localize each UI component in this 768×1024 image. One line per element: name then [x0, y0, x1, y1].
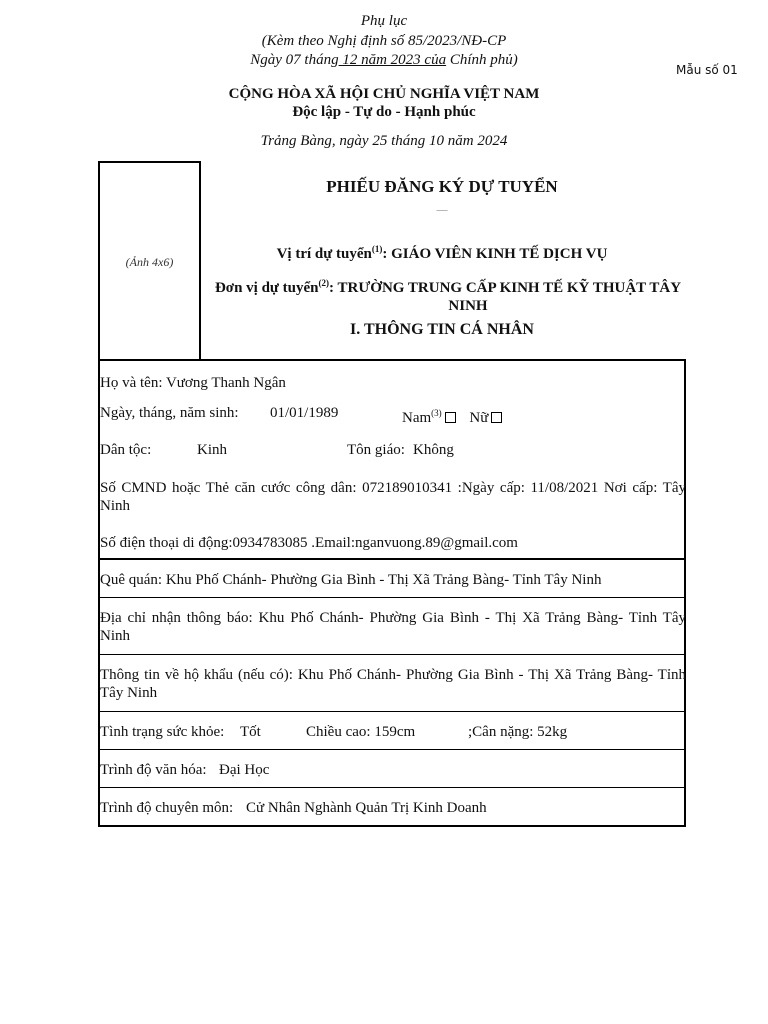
address-line-1: Địa chỉ nhận thông báo: Khu Phố Chánh- Phường Gia Bình - Thị Xã Trảng Bàng- Tỉnh Tây — [100, 610, 686, 626]
photo-placeholder — [98, 161, 201, 361]
gender-row — [402, 404, 503, 427]
address-block — [100, 598, 684, 655]
decree-date-b: 12 năm 2023 của — [338, 52, 447, 68]
unit-value-1: : TRƯỜNG TRUNG CẤP KINH TẾ KỸ THUẬT TÂY — [329, 280, 682, 296]
basic-info-block — [100, 361, 684, 560]
professional-value: Cử Nhân Nghành Quản Trị Kinh Doanh — [246, 800, 487, 816]
position-sup: (1) — [371, 244, 383, 254]
decree-date-line — [0, 52, 768, 69]
weight-value: ;Cân nặng: 52kg — [468, 724, 568, 740]
hometown-block — [100, 560, 684, 598]
health-label: Tình trạng sức khỏe: — [100, 724, 225, 740]
education-value: Đại Học — [219, 762, 270, 778]
household-line-1: Thông tin về hộ khẩu (nếu có): Khu Phố Chánh- Phường Gia Bình - Thị Xã Trảng Bàng- Tỉnh — [100, 667, 686, 683]
section-title: I. THÔNG TIN CÁ NHÂN — [350, 321, 534, 338]
ethnic-value: Kinh — [197, 442, 227, 458]
female-checkbox[interactable] — [491, 412, 502, 423]
position-line — [198, 244, 686, 263]
health-value: Tốt — [240, 724, 261, 740]
hometown: Quê quán: Khu Phố Chánh- Phường Gia Bình - Thị Xã Trảng Bàng- Tỉnh Tây Ninh — [100, 572, 602, 588]
contact-line: Số điện thoại di động:0934783085 .Email:nganvuong.89@gmail.com — [100, 535, 518, 551]
dob-label: Ngày, tháng, năm sinh: — [100, 405, 239, 421]
decree-date-c: Chính phủ) — [446, 52, 518, 68]
place-date: Trảng Bàng, ngày 25 tháng 10 năm 2024 — [260, 133, 508, 149]
decree-date-a: Ngày 07 tháng — [250, 52, 339, 68]
national-motto: Độc lập - Tự do - Hạnh phúc — [292, 104, 476, 120]
position-value: : GIÁO VIÊN KINH TẾ DỊCH VỤ — [382, 246, 608, 262]
unit-value-2: NINH — [448, 298, 488, 314]
position-label: Vị trí dự tuyển — [276, 246, 372, 262]
male-label: Nam — [402, 410, 432, 426]
form-number: Mẫu số 01 — [676, 63, 738, 77]
unit-sup: (2) — [318, 278, 330, 288]
decree-line: (Kèm theo Nghị định số 85/2023/NĐ-CP — [261, 33, 507, 49]
religion-value: Không — [413, 442, 454, 458]
household-line-2: Tây Ninh — [100, 685, 158, 701]
health-block — [100, 712, 684, 750]
address-line-2: Ninh — [100, 628, 130, 644]
personal-info-table — [98, 359, 686, 827]
dob-value: 01/01/1989 — [270, 405, 339, 421]
form-title: PHIẾU ĐĂNG KÝ DỰ TUYỂN — [326, 177, 558, 196]
unit-line-1 — [198, 274, 698, 297]
photo-label: (Ảnh 4x6) — [125, 254, 174, 269]
full-name: Họ và tên: Vương Thanh Ngân — [100, 375, 286, 391]
female-label: Nữ — [469, 410, 489, 426]
title-dash: — — [436, 204, 448, 216]
professional-label: Trình độ chuyên môn: — [100, 800, 234, 816]
professional-block — [100, 788, 684, 825]
id-line-2: Ninh — [100, 498, 130, 514]
gender-sup: (3) — [431, 408, 442, 418]
ethnic-label: Dân tộc: — [100, 442, 152, 458]
id-line-1: Số CMND hoặc Thẻ căn cước công dân: 072189010341 :Ngày cấp: 11/08/2021 Nơi cấp: Tây — [100, 480, 686, 496]
unit-line — [198, 274, 698, 315]
country-name: CỘNG HÒA XÃ HỘI CHỦ NGHĨA VIỆT NAM — [228, 86, 540, 102]
appendix-label: Phụ lục — [360, 13, 408, 29]
religion-label: Tôn giáo: — [347, 442, 405, 458]
education-label: Trình độ văn hóa: — [100, 762, 207, 778]
unit-label: Đơn vị dự tuyển — [214, 280, 319, 296]
household-block — [100, 655, 684, 712]
male-checkbox[interactable] — [445, 412, 456, 423]
education-block — [100, 750, 684, 788]
height-value: Chiều cao: 159cm — [306, 724, 416, 740]
